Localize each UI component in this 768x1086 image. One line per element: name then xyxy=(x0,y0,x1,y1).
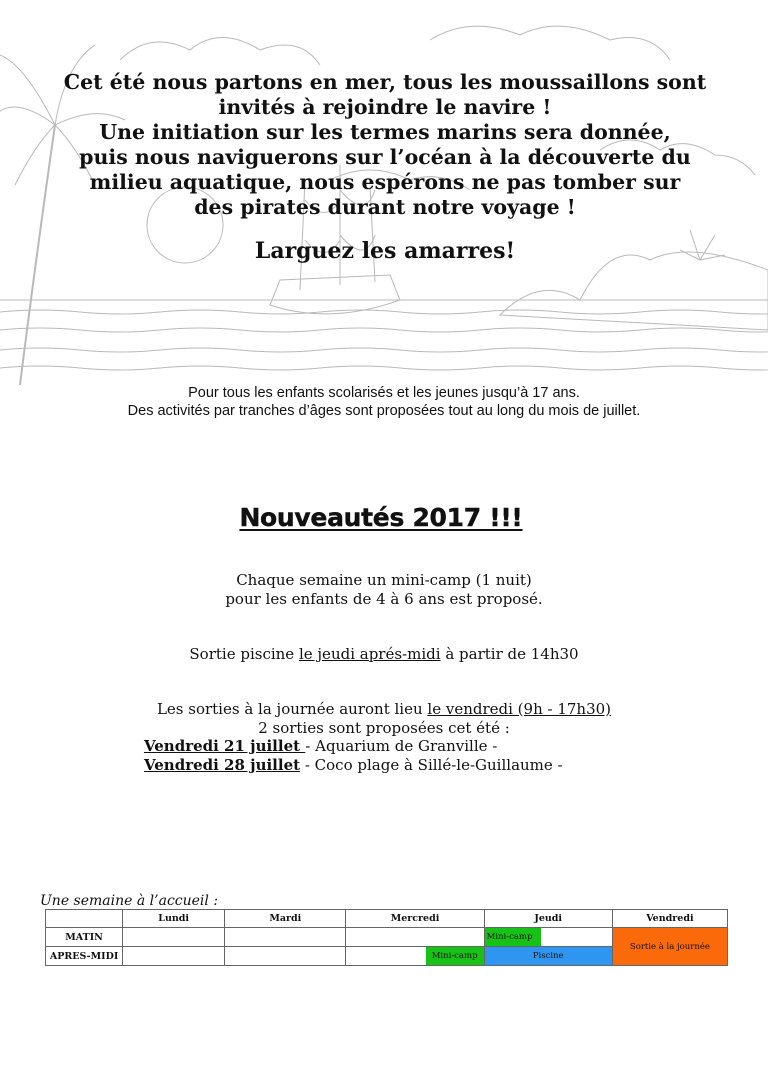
intro-line: invités à rejoindre le navire ! xyxy=(218,95,552,119)
pool-info xyxy=(0,645,768,664)
pool-day: le jeudi aprés-midi xyxy=(298,645,441,663)
table-cell xyxy=(123,947,225,966)
table-cell xyxy=(123,928,225,947)
outing-date: Vendredi 21 juillet xyxy=(144,737,306,755)
audience-line-1: Pour tous les enfants scolarisés et les jeunes jusqu’à 17 ans. xyxy=(188,385,580,401)
intro-line: Cet été nous partons en mer, tous les moussaillons sont xyxy=(63,70,707,94)
outing-desc: - Aquarium de Granville - xyxy=(305,737,498,755)
corner-cell xyxy=(46,910,123,928)
row-label: APRES-MIDI xyxy=(46,947,123,966)
day-header: Mercredi xyxy=(346,910,484,928)
outings-prefix: Les sorties à la journée auront lieu xyxy=(156,700,428,718)
week-caption: Une semaine à l’accueil : xyxy=(40,893,219,909)
outings-info xyxy=(0,700,768,737)
table-cell xyxy=(346,947,484,966)
news-title: Nouveautés 2017 !!! xyxy=(239,503,523,532)
sea-illustration xyxy=(0,0,768,385)
intro-text xyxy=(40,70,730,220)
week-schedule-table xyxy=(45,909,728,966)
intro-line: puis nous naviguerons sur l’océan à la découverte du xyxy=(79,145,691,169)
intro-line: des pirates durant notre voyage ! xyxy=(194,195,576,219)
table-cell xyxy=(225,947,346,966)
minicamp-info xyxy=(0,571,768,608)
friday-outing-cell: Sortie à la journée xyxy=(612,928,727,966)
day-header: Vendredi xyxy=(612,910,727,928)
list-item xyxy=(144,756,563,775)
day-header: Jeudi xyxy=(484,910,612,928)
slogan: Larguez les amarres! xyxy=(254,238,516,264)
outings-schedule xyxy=(0,700,768,719)
audience-line-2: Des activités par tranches d’âges sont proposées tout au long du mois de juillet. xyxy=(127,403,641,419)
list-item xyxy=(144,737,563,756)
pool-prefix: Sortie piscine xyxy=(189,645,299,663)
outings-day: le vendredi (9h - 17h30) xyxy=(427,700,612,718)
minicamp-line-2: pour les enfants de 4 à 6 ans est proposé. xyxy=(225,589,543,608)
table-row xyxy=(46,928,728,947)
intro-line: Une initiation sur les termes marins sera donnée, xyxy=(99,120,671,144)
audience-info xyxy=(0,384,768,420)
minicamp-line-1: Chaque semaine un mini-camp (1 nuit) xyxy=(236,571,532,589)
pool-suffix: à partir de 14h30 xyxy=(440,645,579,663)
outings-list xyxy=(144,737,563,774)
minicamp-slot: Mini-camp xyxy=(426,947,484,965)
row-label: MATIN xyxy=(46,928,123,947)
day-header: Lundi xyxy=(123,910,225,928)
outing-desc: - Coco plage à Sillé-le-Guillaume - xyxy=(300,755,563,774)
table-cell xyxy=(484,928,612,947)
table-cell xyxy=(346,928,484,947)
table-cell xyxy=(225,928,346,947)
outing-date: Vendredi 28 juillet xyxy=(144,755,301,774)
intro-line: milieu aquatique, nous espérons ne pas tomber sur xyxy=(89,170,681,194)
minicamp-slot: Mini-camp xyxy=(485,928,541,946)
table-header-row xyxy=(46,910,728,928)
outings-count: 2 sorties sont proposées cet été : xyxy=(258,718,510,737)
day-header: Mardi xyxy=(225,910,346,928)
pool-slot: Piscine xyxy=(484,947,612,966)
